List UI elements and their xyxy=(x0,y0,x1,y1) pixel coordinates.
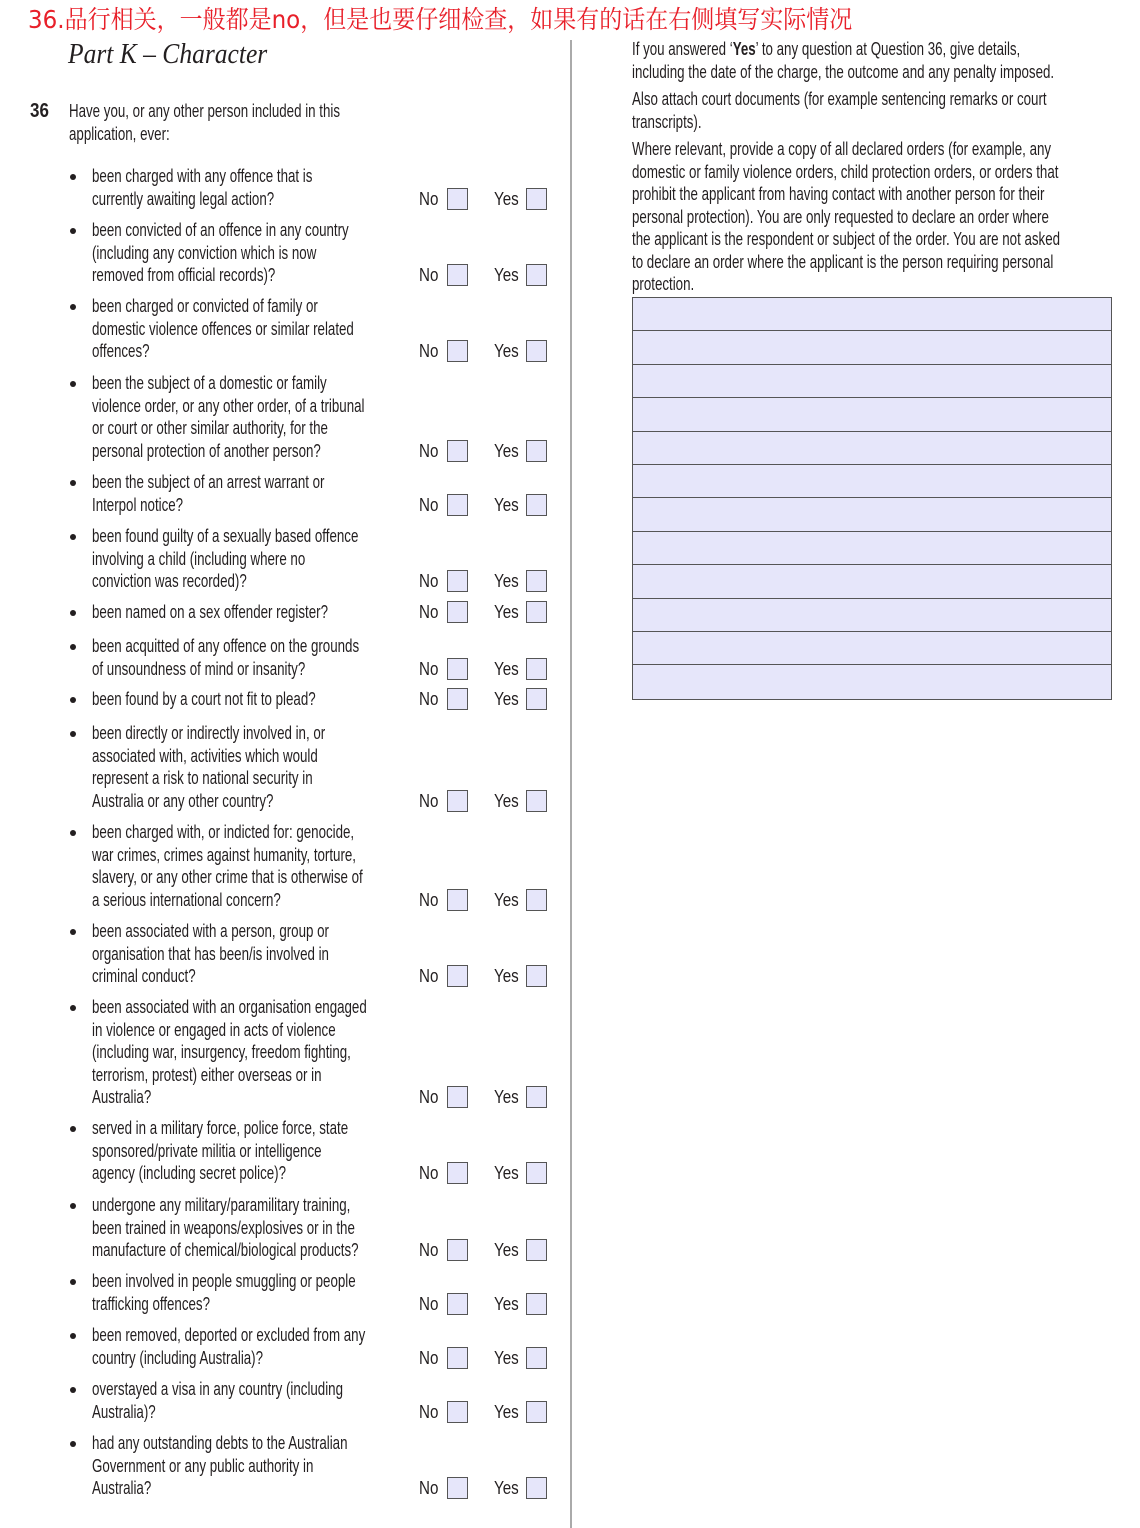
no-checkbox[interactable] xyxy=(447,1086,468,1108)
answer-group xyxy=(419,440,547,463)
question-line: (including any conviction which is now xyxy=(92,241,317,263)
question-text xyxy=(92,295,456,363)
question-line: associated with, activities which would xyxy=(92,744,318,766)
instruction-line: domestic or family violence orders, child protection orders, or orders that xyxy=(632,160,1059,182)
no-label: No xyxy=(419,493,439,515)
question-intro xyxy=(69,100,445,145)
no-label: No xyxy=(419,789,439,811)
answer-group xyxy=(419,340,547,363)
no-label: No xyxy=(419,965,439,987)
yes-checkbox[interactable] xyxy=(526,658,547,680)
no-checkbox[interactable] xyxy=(447,1239,468,1261)
instruction-line: the applicant is the respondent or subject of the order. You are not asked xyxy=(632,228,1061,249)
bullet-icon xyxy=(70,534,76,540)
yes-checkbox[interactable] xyxy=(526,965,547,987)
question-line: Interpol notice? xyxy=(92,493,184,515)
answer-group xyxy=(419,658,547,681)
details-input-row[interactable] xyxy=(633,465,1111,498)
no-checkbox[interactable] xyxy=(447,440,468,462)
question-line: been associated with a person, group or xyxy=(92,920,329,941)
answer-group xyxy=(419,188,547,211)
answer-group xyxy=(419,570,547,593)
instruction-paragraph xyxy=(632,138,1140,296)
yes-label: Yes xyxy=(494,657,519,679)
bullet-icon xyxy=(70,1333,76,1339)
no-label: No xyxy=(419,1086,439,1108)
question-line: been involved in people smuggling or people xyxy=(92,1270,356,1291)
no-checkbox[interactable] xyxy=(447,1293,468,1315)
question-text xyxy=(92,688,403,711)
question-text xyxy=(92,821,468,911)
bullet-icon xyxy=(70,304,76,310)
no-label: No xyxy=(419,601,439,623)
question-line: Government or any public authority in xyxy=(92,1454,314,1476)
yes-label: Yes xyxy=(494,439,519,461)
no-label: No xyxy=(419,1162,439,1184)
no-checkbox[interactable] xyxy=(447,188,468,210)
yes-checkbox[interactable] xyxy=(526,790,547,812)
no-checkbox[interactable] xyxy=(447,790,468,812)
question-text xyxy=(92,722,416,812)
yes-checkbox[interactable] xyxy=(526,188,547,210)
question-line: manufacture of chemical/biological products? xyxy=(92,1239,359,1260)
yes-checkbox[interactable] xyxy=(526,494,547,516)
bullet-icon xyxy=(70,1441,76,1447)
yes-label: Yes xyxy=(494,264,519,286)
question-line: violence order, or any other order, of a tribunal xyxy=(92,394,365,416)
details-input-row[interactable] xyxy=(633,565,1111,598)
no-label: No xyxy=(419,1239,439,1261)
no-label: No xyxy=(419,888,439,910)
yes-checkbox[interactable] xyxy=(526,1086,547,1108)
yes-label: Yes xyxy=(494,340,519,362)
question-text xyxy=(92,1432,447,1500)
yes-checkbox[interactable] xyxy=(526,688,547,710)
bullet-icon xyxy=(70,929,76,935)
no-checkbox[interactable] xyxy=(447,264,468,286)
bullet-icon xyxy=(70,1126,76,1132)
answer-group xyxy=(419,1401,547,1424)
question-line: been associated with an organisation engaged xyxy=(92,996,367,1017)
annotation-note: 36.品行相关，一般都是no，但是也要仔细检查，如果有的话在右侧填写实际情况 xyxy=(28,5,853,34)
no-label: No xyxy=(419,1400,439,1422)
question-line: of unsoundness of mind or insanity? xyxy=(92,657,306,679)
question-line: agency (including secret police)? xyxy=(92,1162,286,1183)
details-input-row[interactable] xyxy=(633,532,1111,565)
question-line: currently awaiting legal action? xyxy=(92,187,275,209)
yes-checkbox[interactable] xyxy=(526,340,547,362)
intro-line: application, ever: xyxy=(69,122,170,144)
question-line: slavery, or any other crime that is otherwise of xyxy=(92,866,363,887)
instruction-line: protection. xyxy=(632,273,695,294)
question-line: Australia? xyxy=(92,1086,152,1107)
answer-group xyxy=(419,1477,547,1500)
answer-group xyxy=(419,1162,547,1185)
no-label: No xyxy=(419,1477,439,1499)
instruction-line: including the date of the charge, the outcome and any penalty imposed. xyxy=(632,60,1055,82)
no-label: No xyxy=(419,688,439,710)
question-text xyxy=(92,165,398,210)
details-input-row[interactable] xyxy=(633,665,1111,698)
yes-checkbox[interactable] xyxy=(526,264,547,286)
instruction-line: personal protection). You are only requested to declare an order where xyxy=(632,205,1049,227)
question-text xyxy=(92,471,415,516)
question-line: Australia or any other country? xyxy=(92,789,274,811)
no-checkbox[interactable] xyxy=(447,494,468,516)
instruction-line: transcripts). xyxy=(632,110,702,132)
yes-label: Yes xyxy=(494,1292,519,1314)
no-checkbox[interactable] xyxy=(447,688,468,710)
question-text xyxy=(92,996,474,1109)
question-line: country (including Australia)? xyxy=(92,1346,264,1368)
details-input-row[interactable] xyxy=(633,432,1111,465)
no-checkbox[interactable] xyxy=(447,1477,468,1499)
question-line: been removed, deported or excluded from any xyxy=(92,1324,366,1345)
question-line: offences? xyxy=(92,340,150,361)
answer-group xyxy=(419,1086,547,1109)
no-checkbox[interactable] xyxy=(447,1347,468,1369)
question-line: been trained in weapons/explosives or in the xyxy=(92,1216,355,1238)
question-line: been found by a court not fit to plead? xyxy=(92,688,316,709)
instruction-line: to declare an order where the applicant is the person requiring personal xyxy=(632,250,1054,272)
question-text xyxy=(92,525,462,593)
column-divider xyxy=(570,40,572,1528)
answer-group xyxy=(419,494,547,517)
bullet-icon xyxy=(70,381,76,387)
yes-checkbox[interactable] xyxy=(526,1239,547,1261)
no-label: No xyxy=(419,340,439,362)
question-line: Australia)? xyxy=(92,1400,156,1422)
no-label: No xyxy=(419,1292,439,1314)
no-checkbox[interactable] xyxy=(447,340,468,362)
details-input-row[interactable] xyxy=(633,365,1111,398)
question-line: or court or other similar authority, for the xyxy=(92,417,328,438)
yes-label: Yes xyxy=(494,1477,519,1499)
instruction-line: If you answered ‘Yes’ to any question at Question 36, give details, xyxy=(632,38,1021,59)
bullet-icon xyxy=(70,480,76,486)
question-line: served in a military force, police force, state xyxy=(92,1117,349,1138)
instruction-line: Also attach court documents (for example sentencing remarks or court xyxy=(632,88,1047,109)
question-line: a serious international concern? xyxy=(92,888,281,910)
question-line: overstayed a visa in any country (including xyxy=(92,1378,343,1399)
instruction-paragraph xyxy=(632,88,1140,133)
question-line: terrorism, protest) either overseas or in xyxy=(92,1063,322,1085)
yes-label: Yes xyxy=(494,1086,519,1108)
question-text xyxy=(92,1117,448,1185)
instruction-line: Where relevant, provide a copy of all declared orders (for example, any xyxy=(632,138,1052,159)
yes-checkbox[interactable] xyxy=(526,1347,547,1369)
question-line: organisation that has been/is involved in xyxy=(92,942,329,964)
details-table xyxy=(632,297,1112,700)
question-line: represent a risk to national security in xyxy=(92,767,313,788)
question-text xyxy=(92,601,420,624)
answer-group xyxy=(419,688,547,711)
question-line: been charged with any offence that is xyxy=(92,165,313,186)
bullet-icon xyxy=(70,697,76,703)
answer-group xyxy=(419,1239,547,1262)
question-line: had any outstanding debts to the Australian xyxy=(92,1432,348,1453)
yes-checkbox[interactable] xyxy=(526,1401,547,1423)
question-line: been directly or indirectly involved in, or xyxy=(92,722,326,743)
question-line: conviction was recorded)? xyxy=(92,570,247,591)
details-instructions xyxy=(632,38,1140,301)
question-line: (including war, insurgency, freedom fighting, xyxy=(92,1041,351,1062)
question-text xyxy=(92,1324,471,1369)
part-title: Part K – Character xyxy=(68,38,268,70)
question-line: sponsored/private militia or intelligence xyxy=(92,1139,322,1161)
question-line: been charged with, or indicted for: genocide, xyxy=(92,821,355,842)
details-input-row[interactable] xyxy=(633,298,1111,331)
yes-label: Yes xyxy=(494,789,519,811)
yes-label: Yes xyxy=(494,570,519,592)
question-line: involving a child (including where no xyxy=(92,547,306,569)
question-line: been convicted of an offence in any country xyxy=(92,219,349,240)
details-input-row[interactable] xyxy=(633,398,1111,431)
question-text xyxy=(92,920,421,988)
yes-label: Yes xyxy=(494,888,519,910)
bullet-icon xyxy=(70,174,76,180)
details-input-row[interactable] xyxy=(633,599,1111,632)
yes-label: Yes xyxy=(494,1400,519,1422)
question-text xyxy=(92,219,449,287)
yes-checkbox[interactable] xyxy=(526,1293,547,1315)
details-input-row[interactable] xyxy=(633,632,1111,665)
yes-label: Yes xyxy=(494,965,519,987)
yes-checkbox[interactable] xyxy=(526,440,547,462)
yes-label: Yes xyxy=(494,1239,519,1261)
question-line: trafficking offences? xyxy=(92,1292,210,1314)
intro-line: Have you, or any other person included in this xyxy=(69,100,341,121)
question-line: in violence or engaged in acts of violence xyxy=(92,1018,336,1040)
bullet-icon xyxy=(70,731,76,737)
answer-group xyxy=(419,965,547,988)
no-checkbox[interactable] xyxy=(447,1401,468,1423)
question-number: 36 xyxy=(30,100,49,122)
question-line: criminal conduct? xyxy=(92,965,196,986)
no-checkbox[interactable] xyxy=(447,601,468,623)
question-text xyxy=(92,372,470,462)
no-checkbox[interactable] xyxy=(447,570,468,592)
question-text xyxy=(92,1270,458,1315)
question-line: personal protection of another person? xyxy=(92,439,321,461)
no-checkbox[interactable] xyxy=(447,965,468,987)
no-label: No xyxy=(419,187,439,209)
question-line: domestic violence offences or similar related xyxy=(92,317,354,339)
question-line: been the subject of an arrest warrant or xyxy=(92,471,325,492)
question-line: been acquitted of any offence on the grounds xyxy=(92,635,360,656)
yes-checkbox[interactable] xyxy=(526,1162,547,1184)
bullet-icon xyxy=(70,1387,76,1393)
no-checkbox[interactable] xyxy=(447,1162,468,1184)
no-label: No xyxy=(419,439,439,461)
details-input-row[interactable] xyxy=(633,331,1111,364)
yes-label: Yes xyxy=(494,601,519,623)
details-input-row[interactable] xyxy=(633,498,1111,531)
no-label: No xyxy=(419,264,439,286)
yes-label: Yes xyxy=(494,1162,519,1184)
bullet-icon xyxy=(70,830,76,836)
no-checkbox[interactable] xyxy=(447,658,468,680)
yes-checkbox[interactable] xyxy=(526,1477,547,1499)
no-checkbox[interactable] xyxy=(447,889,468,911)
no-label: No xyxy=(419,570,439,592)
question-line: been charged or convicted of family or xyxy=(92,295,318,316)
bullet-icon xyxy=(70,610,76,616)
yes-label: Yes xyxy=(494,187,519,209)
question-line: undergone any military/paramilitary training, xyxy=(92,1194,351,1215)
yes-label: Yes xyxy=(494,493,519,515)
question-line: Australia? xyxy=(92,1477,152,1498)
bullet-icon xyxy=(70,1279,76,1285)
no-label: No xyxy=(419,1346,439,1368)
question-line: been named on a sex offender register? xyxy=(92,601,328,622)
bullet-icon xyxy=(70,1005,76,1011)
answer-group xyxy=(419,790,547,813)
yes-checkbox[interactable] xyxy=(526,601,547,623)
question-line: been the subject of a domestic or family xyxy=(92,372,327,393)
no-label: No xyxy=(419,657,439,679)
bullet-icon xyxy=(70,228,76,234)
yes-label: Yes xyxy=(494,688,519,710)
answer-group xyxy=(419,1293,547,1316)
answer-group xyxy=(419,1347,547,1370)
instruction-line: prohibit the applicant from having contact with another person for their xyxy=(632,183,1045,204)
bullet-icon xyxy=(70,644,76,650)
bullet-icon xyxy=(70,1203,76,1209)
question-text xyxy=(92,635,463,680)
question-line: been found guilty of a sexually based offence xyxy=(92,525,359,546)
question-text xyxy=(92,1378,441,1423)
answer-group xyxy=(419,889,547,912)
question-line: war crimes, crimes against humanity, torture, xyxy=(92,843,357,865)
yes-checkbox[interactable] xyxy=(526,889,547,911)
yes-checkbox[interactable] xyxy=(526,570,547,592)
question-line: removed from official records)? xyxy=(92,264,276,285)
question-text xyxy=(92,1194,462,1262)
yes-label: Yes xyxy=(494,1346,519,1368)
answer-group xyxy=(419,264,547,287)
answer-group xyxy=(419,601,547,624)
